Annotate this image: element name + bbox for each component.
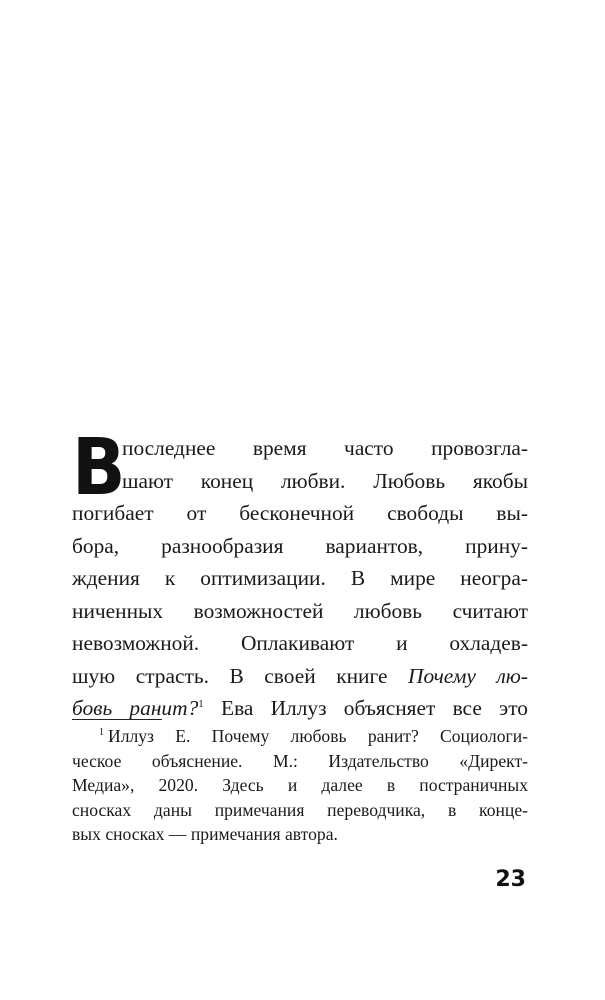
main-paragraph: [72, 423, 528, 725]
footnote-line-1-text: Иллуз Е. Почему любовь ранит? Социологи-: [108, 726, 528, 746]
footnote-line-5: вых сносках — примечания автора.: [72, 824, 338, 844]
book-title-italic-part-1: Почему лю-: [408, 663, 528, 688]
page-number: 23: [495, 867, 526, 892]
footnote-block: [72, 724, 528, 847]
footnote-divider: [72, 719, 162, 720]
body-line-2: шают конец любви. Любовь якобы: [122, 468, 528, 493]
footnote-line-4: сносках даны примечания переводчика, в концe-: [72, 799, 528, 820]
body-line-8-text: шую страсть. В своей книге: [72, 663, 409, 688]
footnote-reference[interactable]: 1: [198, 697, 204, 710]
book-title-italic-part-2: бовь ранит?: [72, 696, 199, 720]
footnote-line-3: Медиа», 2020. Здесь и далее в постраничных: [72, 775, 528, 795]
body-line-6: ниченных возможностей любовь считают: [72, 598, 528, 623]
body-line-4: бора, разнообразия вариантов, прину-: [72, 533, 528, 558]
body-line-1: последнее время часто провозгла-: [122, 436, 528, 460]
drop-cap: В: [72, 423, 126, 513]
footnote-line-1: [72, 724, 528, 749]
body-line-3: погибает от бесконечной свободы вы-: [72, 501, 528, 525]
body-line-5: ждения к оптимизации. В мире неогра-: [72, 566, 528, 590]
footnote-line-2: ческое объяснение. М.: Издательство «Директ-: [72, 750, 528, 771]
footnote-number: 1: [99, 727, 104, 739]
body-line-7: невозможной. Оплакивают и охладев-: [72, 631, 528, 655]
body-line-8: [72, 660, 528, 693]
body-line-9-text: Ева Иллуз объясняет все это: [203, 696, 528, 720]
